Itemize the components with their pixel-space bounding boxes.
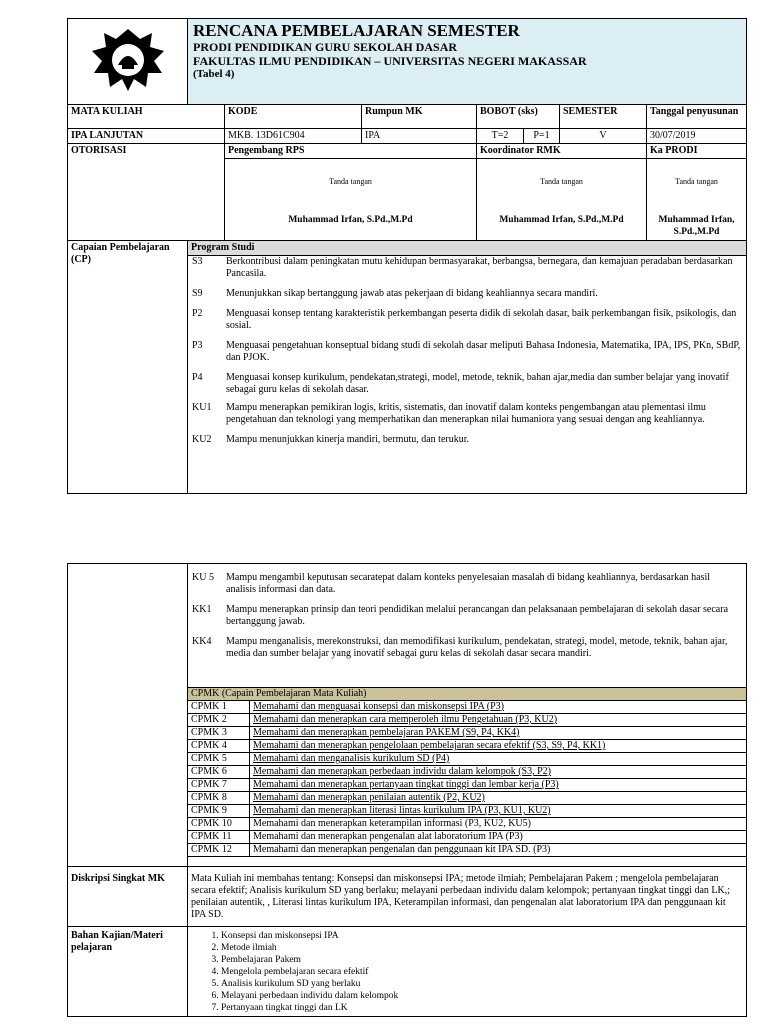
doc-title: RENCANA PEMBELAJARAN SEMESTER <box>193 21 520 40</box>
university-logo <box>88 25 168 93</box>
cpmk-footer-blank <box>188 857 747 867</box>
signature-name: Muhammad Irfan, S.Pd.,M.Pd <box>288 215 413 225</box>
signature-pengembang <box>225 159 477 241</box>
bahan-label: Bahan Kajian/Materi pelajaran <box>68 927 188 1017</box>
list-item: 5. Analisis kurikulum SD yang berlaku <box>221 978 743 990</box>
cpmk-spacer <box>68 688 188 867</box>
semester-value: V <box>560 129 647 144</box>
cpmk-row: CPMK 5 Memahami dan menganalisis kurikulum SD (P4) <box>68 753 747 766</box>
otorisasi-label: OTORISASI <box>68 144 225 241</box>
signature-name: Muhammad Irfan, S.Pd.,M.Pd <box>499 215 624 225</box>
cpmk-row: CPMK 2 Memahami dan menerapkan cara memperoleh ilmu Pengetahuan (P3, KU2) <box>68 714 747 727</box>
list-item: 4. Mengelola pembelajaran secara efektif <box>221 966 743 978</box>
bahan-list <box>188 927 747 1017</box>
list-item: 7. Pertanyaan tingkat tinggi dan LK <box>221 1002 743 1014</box>
cp-item: KK1 Mampu menerapkan prinsip dan teori pendidikan melalui perancangan dan pelaksanaan pembelajaran di sekolah dasar secara bertanggung jawab. <box>192 604 729 627</box>
list-item: 1. Konsepsi dan miskonsepsi IPA <box>221 930 743 942</box>
h-rumpun: Rumpun MK <box>362 105 477 129</box>
page-1 <box>67 18 747 494</box>
signature-label: Tanda tangan <box>675 177 718 186</box>
cpmk-row: CPMK 1 Memahami dan menguasai konsepsi dan miskonsepsi IPA (P3) <box>68 701 747 714</box>
cp-item: S9 Menunjukkan sikap bertanggung jawab atas pekerjaan di bidang keahliannya secara mandiri. <box>192 288 598 299</box>
signature-label: Tanda tangan <box>540 177 583 186</box>
cpmk-row: CPMK 10 Memahami dan menerapkan keterampilan informasi (P3, KU2, KU5) <box>68 818 747 831</box>
h-bobot: BOBOT (sks) <box>477 105 560 129</box>
cp-label: Capaian Pembelajaran (CP) <box>68 241 188 494</box>
doc-table-number: (Tabel 4) <box>193 68 235 80</box>
h-mata-kuliah: MATA KULIAH <box>68 105 225 129</box>
program-studi-header: Program Studi <box>188 241 747 256</box>
cp-continued-spacer <box>68 564 188 688</box>
cp-list-continued <box>188 564 747 688</box>
cp-item: KU1 Mampu menerapkan pemikiran logis, kritis, sistematis, dan inovatif dalam konteks pengembangan atau plementasi ilmu pengetahuan dan teknologi yang memperhatikan dan menerapkan nilai humaniora yang sesuai dengan ang keahliannya. <box>192 402 706 425</box>
list-item: 3. Pembelajaran Pakem <box>221 954 743 966</box>
rumpun-value: IPA <box>362 129 477 144</box>
cp-item: P4 Menguasai konsep kurikulum, pendekatan,strategi, model, metode, teknik, bahan ajar,media dan sumber belajar yang inovatif sebagai guru kelas di sekolah dasar. <box>192 372 729 395</box>
tanggal-value: 30/07/2019 <box>647 129 747 144</box>
cp-item: P3 Menguasai pengetahuan konseptual bidang studi di sekolah dasar meliputi Bahasa Indonesia, Matematika, IPA, IPS, PKn, SBdP, dan PJOK. <box>192 340 741 363</box>
cp-item: KK4 Mampu menganalisis, merekonstruksi, dan memodifikasi kurikulum, pendekatan, strategi, model, metode, teknik, bahan ajar, media dan sumber belajar yang inovatif sebagai guru kelas di sekolah dasar secara mandiri. <box>192 636 728 659</box>
logo-cell <box>68 19 188 105</box>
signature-label: Tanda tangan <box>329 177 372 186</box>
page-2 <box>67 563 747 1017</box>
deskripsi-label: Diskripsi Singkat MK <box>68 867 188 927</box>
h-koordinator: Koordinator RMK <box>477 144 647 159</box>
cpmk-row: CPMK 4 Memahami dan menerapkan pengelolaan pembelajaran secara efektif (S3, S9, P4, KK1) <box>68 740 747 753</box>
header-cell <box>188 19 747 105</box>
h-kaprodi: Ka PRODI <box>647 144 747 159</box>
cpmk-row: CPMK 12 Memahami dan menerapkan pengenalan dan penggunaan kit IPA SD. (P3) <box>68 844 747 857</box>
cpmk-row: CPMK 6 Memahami dan menerapkan perbedaan individu dalam kelompok (S3, P2) <box>68 766 747 779</box>
doc-subtitle-1: PRODI PENDIDIKAN GURU SEKOLAH DASAR <box>193 40 458 54</box>
bobot-t-value: T=2 <box>477 129 524 144</box>
deskripsi-text: Mata Kuliah ini membahas tentang: Konsepsi dan miskonsepsi IPA; metode ilmiah; Pembelajaran Pakem ; mengelola pembelajaran secara efektif; Analisis kurikulum SD yang berlaku; melayani perbedaan individu dalam kelompok; pertanyaan tingkat tinggi dan LK,; penilaian autentik, , Literasi lintas kurikulum IPA, Keterampilan informasi, dan pengenalan alat laboratorium IPA dan penggunaan kit IPA SD. <box>188 867 747 927</box>
cpmk-row: CPMK 9 Memahami dan menerapkan literasi lintas kurikulum IPA (P3, KU1, KU2) <box>68 805 747 818</box>
cpmk-header: CPMK (Capain Pembelajaran Mata Kuliah) <box>188 688 747 701</box>
mata-kuliah-value: IPA LANJUTAN <box>68 129 225 144</box>
cp-item: KU2 Mampu menunjukkan kinerja mandiri, bermutu, dan terukur. <box>192 434 469 445</box>
list-item: 2. Metode ilmiah <box>221 942 743 954</box>
h-tanggal: Tanggal penyusunan <box>647 105 747 129</box>
cp-item: S3 Berkontribusi dalam peningkatan mutu kehidupan bermasyarakat, berbangsa, bernegara, dan kemajuan peradaban berdasarkan Pancasila. <box>192 256 733 279</box>
h-pengembang: Pengembang RPS <box>225 144 477 159</box>
h-kode: KODE <box>225 105 362 129</box>
kode-value: MKB. 13D61C904 <box>225 129 362 144</box>
bobot-p-value: P=1 <box>524 129 560 144</box>
cpmk-row: CPMK 8 Memahami dan menerapkan penilaian autentik (P2, KU2) <box>68 792 747 805</box>
signature-koordinator <box>477 159 647 241</box>
signature-kaprodi <box>647 159 747 241</box>
cp-list <box>188 256 747 494</box>
cpmk-row: CPMK 3 Memahami dan menerapkan pembelajaran PAKEM (S9, P4, KK4) <box>68 727 747 740</box>
list-item: 6. Melayani perbedaan individu dalam kelompok <box>221 990 743 1002</box>
doc-subtitle-2: FAKULTAS ILMU PENDIDIKAN – UNIVERSITAS NEGERI MAKASSAR <box>193 54 587 68</box>
h-semester: SEMESTER <box>560 105 647 129</box>
cp-item: KU 5 Mampu mengambil keputusan secaratepat dalam konteks penyelesaian masalah di bidang keahliannya, berdasarkan hasil analisis informasi dan data. <box>192 572 710 595</box>
cpmk-row: CPMK 7 Memahami dan menerapkan pertanyaan tingkat tinggi dan lembar kerja (P3) <box>68 779 747 792</box>
signature-name: Muhammad Irfan, S.Pd.,M.Pd <box>658 215 735 237</box>
cpmk-row: CPMK 11 Memahami dan menerapkan pengenalan alat laboratorium IPA (P3) <box>68 831 747 844</box>
cp-item: P2 Menguasai konsep tentang karakteristik perkembangan peserta didik di sekolah dasar, baik perkembangan fisik, psikologis, dan sosial. <box>192 308 737 331</box>
